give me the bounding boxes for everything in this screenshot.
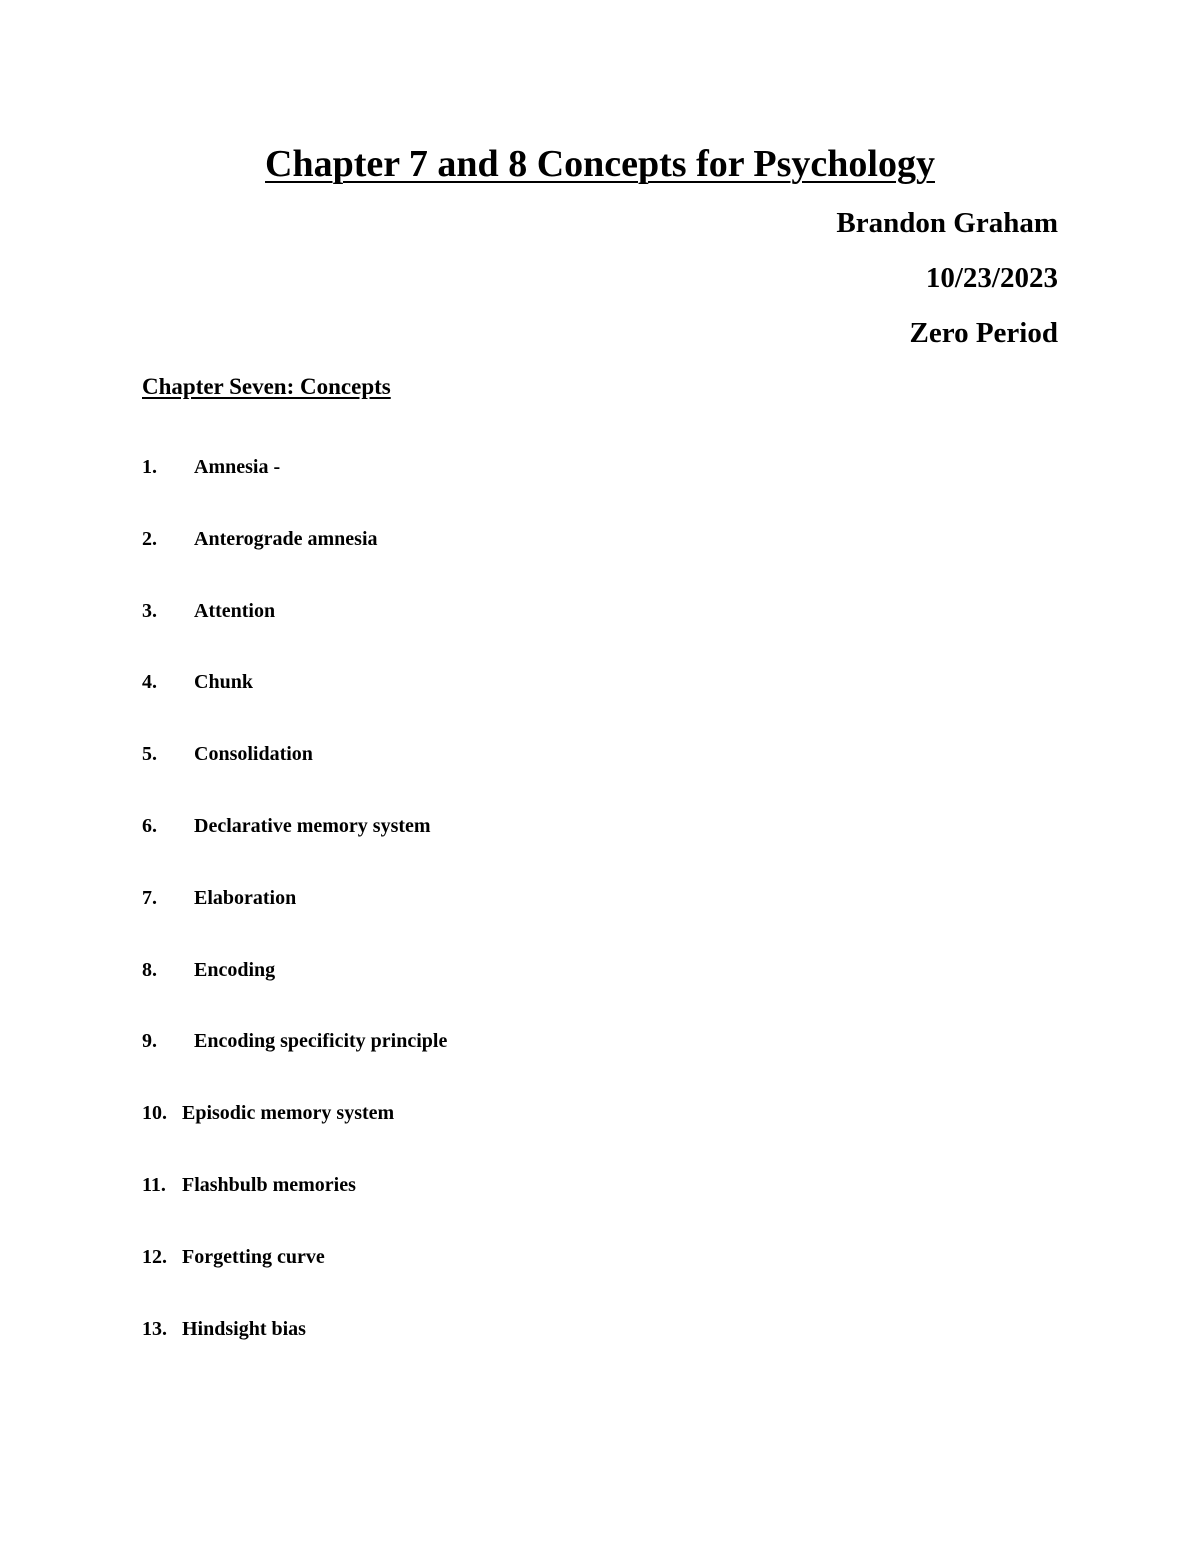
list-item (142, 596, 447, 668)
list-item (142, 739, 447, 811)
document-date: 10/23/2023 (925, 262, 1058, 294)
list-item (142, 1170, 447, 1242)
list-item-number: 13. (142, 1317, 167, 1340)
list-item-label: Anterograde amnesia (194, 527, 378, 550)
list-item (142, 883, 447, 955)
list-item-label: Attention (194, 599, 276, 622)
list-item-label: Consolidation (194, 743, 313, 766)
list-item (142, 1098, 447, 1170)
list-item-label: Forgetting curve (182, 1245, 325, 1268)
list-item-number: 4. (142, 671, 157, 694)
section-heading: Chapter Seven: Concepts (142, 374, 391, 399)
list-item-label: Hindsight bias (182, 1317, 306, 1340)
concept-list (142, 452, 447, 1385)
list-item (142, 1242, 447, 1314)
list-item (142, 811, 447, 883)
list-item (142, 1026, 447, 1098)
list-item-label: Encoding specificity principle (194, 1030, 448, 1053)
list-item-label: Episodic memory system (182, 1102, 395, 1125)
list-item-number: 7. (142, 886, 157, 909)
list-item-number: 3. (142, 599, 157, 622)
list-item-number: 2. (142, 527, 157, 550)
list-item-label: Flashbulb memories (182, 1173, 356, 1196)
list-item (142, 955, 447, 1027)
class-period: Zero Period (909, 317, 1058, 349)
list-item-number: 12. (142, 1245, 167, 1268)
list-item-label: Elaboration (194, 886, 297, 909)
list-item-number: 11. (142, 1173, 166, 1196)
list-item-label: Chunk (194, 671, 253, 694)
list-item (142, 1314, 447, 1386)
list-item (142, 452, 447, 524)
list-item-number: 8. (142, 958, 157, 981)
list-item-label: Amnesia - (194, 456, 281, 478)
list-item-number: 1. (142, 456, 157, 478)
list-item-number: 9. (142, 1030, 157, 1053)
list-item (142, 667, 447, 739)
list-item-label: Declarative memory system (194, 814, 431, 837)
list-item-label: Encoding (194, 958, 276, 981)
author-name: Brandon Graham (836, 207, 1058, 239)
list-item (142, 524, 447, 596)
list-item-number: 5. (142, 743, 157, 766)
document-title: Chapter 7 and 8 Concepts for Psychology (265, 143, 935, 185)
list-item-number: 10. (142, 1102, 167, 1125)
list-item-number: 6. (142, 814, 157, 837)
